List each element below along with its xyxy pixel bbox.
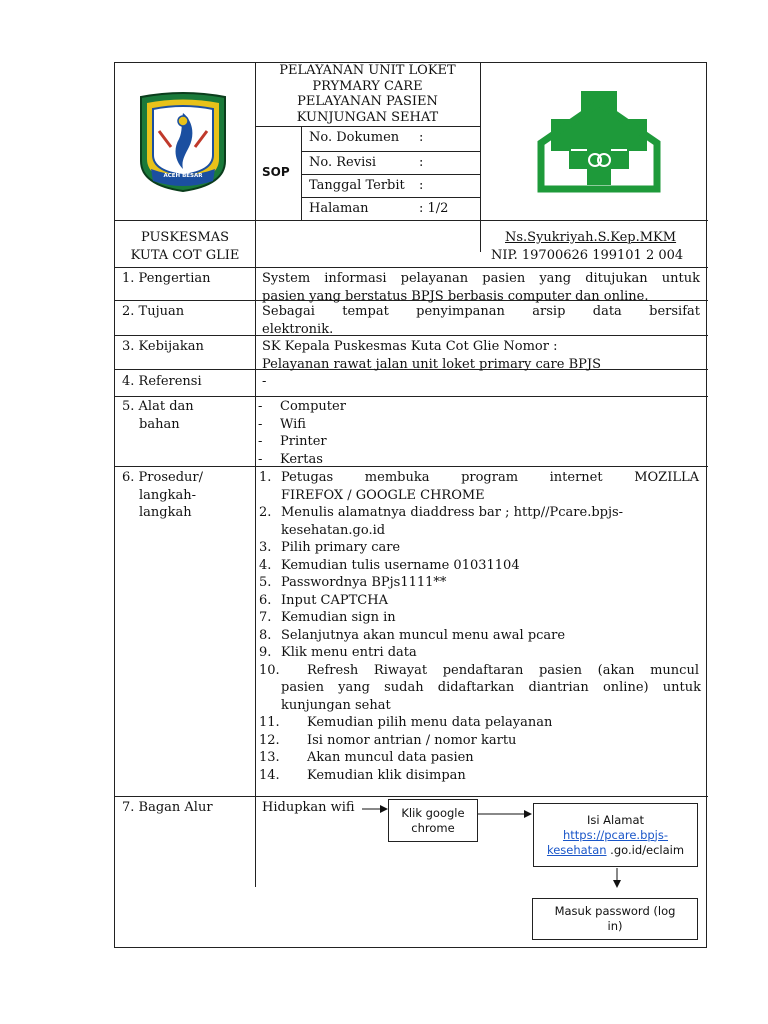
label-line: 6. Prosedur/ [122,470,203,485]
signer-nip: NIP. 19700626 199101 2 004 [491,247,684,263]
puskesmas-logo [537,89,661,197]
signer-block [491,229,683,264]
section-tujuan [262,303,700,338]
divider [480,63,481,252]
list-item: 11. Kemudian pilih menu data pelayanan [259,715,553,730]
section-referensi: - [262,374,267,389]
list-item: 3. Pilih primary care [259,540,401,555]
list-item: 8. Selanjutnya akan muncul menu awal pcare [259,627,566,643]
field-label: No. Dokumen [309,130,400,145]
title-line: PRYMARY CARE [312,78,423,94]
flow-start: Hidupkan wifi [262,800,355,815]
list-item: - Wifi [258,416,306,432]
field-label: No. Revisi [309,155,377,170]
list-item: - Printer [258,434,327,449]
list-item: - Kertas [258,451,323,467]
box-line: in) [607,919,623,933]
list-item: 14. Kemudian klik disimpan [259,767,466,783]
divider [301,197,480,198]
box-line: chrome [411,820,455,835]
list-item: - Computer [258,399,346,414]
divider [255,63,256,887]
field-halaman [309,200,449,218]
sop-document [114,62,707,948]
field-value: : [419,178,424,193]
logo-banner-text: ACEH BESAR [163,173,203,179]
field-label: Tanggal Terbit [309,178,405,193]
section-label: 4. Referensi [122,374,202,389]
title-line: PELAYANAN UNIT LOKET [279,63,456,78]
section-label: 2. Tujuan [122,304,185,319]
section-alat [258,398,346,468]
section-label [122,469,203,522]
label-line: langkah [139,505,192,520]
org-line: PUSKESMAS [140,230,230,245]
box-link[interactable]: kesehatan [546,842,607,857]
field-no-dokumen [309,129,424,147]
flow-box-alamat [533,803,698,867]
flow-box-chrome [388,799,478,842]
label-line: bahan [139,416,180,432]
box-link[interactable]: https://pcare.bpjs- [562,827,669,842]
health-cross-icon [537,89,661,193]
divider [115,267,708,268]
flow-box-password [532,898,698,940]
list-item: 2. Menulis alamatnya diaddress bar ; http//Pcare.bpjs- kesehatan.go.id [259,505,624,538]
divider [255,126,480,127]
list-item: 1. Petugas membuka program internet MOZILLA FIREFOX / GOOGLE CHROME [259,470,699,503]
field-no-revisi [309,154,424,172]
divider [115,796,708,797]
text-line: elektronik. [262,321,334,337]
text-line: Pelayanan rawat jalan unit loket primary care BPJS [262,356,602,372]
list-item: 5. Passwordnya BPjs1111** [259,575,447,590]
section-prosedur [259,469,701,784]
section-label [122,398,194,433]
field-tanggal-terbit [309,177,424,195]
divider [301,174,480,175]
text-line: pasien yang berstatus BPJS berbasis computer dan online. [262,288,649,304]
list-item: 12. Isi nomor antrian / nomor kartu [259,732,517,748]
sop-title [255,63,480,125]
field-label: Halaman [309,201,369,216]
text-line: System informasi pelayanan pasien yang ditujukan untuk [262,271,700,286]
section-label: 7. Bagan Alur [122,800,213,815]
field-value: : [419,155,424,170]
divider [115,396,708,397]
text-line: Sebagai tempat penyimpanan arsip data bersifat [262,304,700,319]
title-line: PELAYANAN PASIEN [297,94,438,109]
divider [301,151,480,152]
field-value: : 1/2 [419,201,449,216]
list-item: 4. Kemudian tulis username 01031104 [259,557,520,573]
signer-name: Ns.Syukriyah.S.Kep.MKM [505,230,677,245]
title-line: KUNJUNGAN SEHAT [296,109,439,125]
box-line: Masuk password (log [554,904,676,918]
divider [301,126,302,220]
list-item: 9. Klik menu entri data [259,645,417,660]
list-item: 10. Refresh Riwayat pendaftaran pasien (akan muncul pasien yang sudah didaftarkan diantrian online) untuk kunjungan sehat [259,662,701,713]
section-label: 3. Kebijakan [122,339,204,354]
list-item: 7. Kemudian sign in [259,610,396,625]
text-line: SK Kepala Puskesmas Kuta Cot Glie Nomor : [262,339,558,354]
section-pengertian [262,270,700,305]
list-item: 6. Input CAPTCHA [259,592,388,608]
label-line: 5. Alat dan [122,399,194,414]
field-value: : [419,130,424,145]
divider [115,466,708,467]
org-line: KUTA COT GLIE [130,247,240,263]
section-label: 1. Pengertian [122,271,211,286]
divider [115,220,708,221]
org-name [115,229,255,264]
regional-logo [137,91,229,193]
box-line: Klik google [401,805,465,820]
box-line: kesehatan .go.id/eclaim [546,842,685,857]
section-kebijakan [262,338,601,373]
label-line: langkah- [139,487,196,503]
list-item: 13. Akan muncul data pasien [259,750,474,765]
box-line: Isi Alamat [586,812,645,827]
sop-label: SOP [262,165,290,179]
